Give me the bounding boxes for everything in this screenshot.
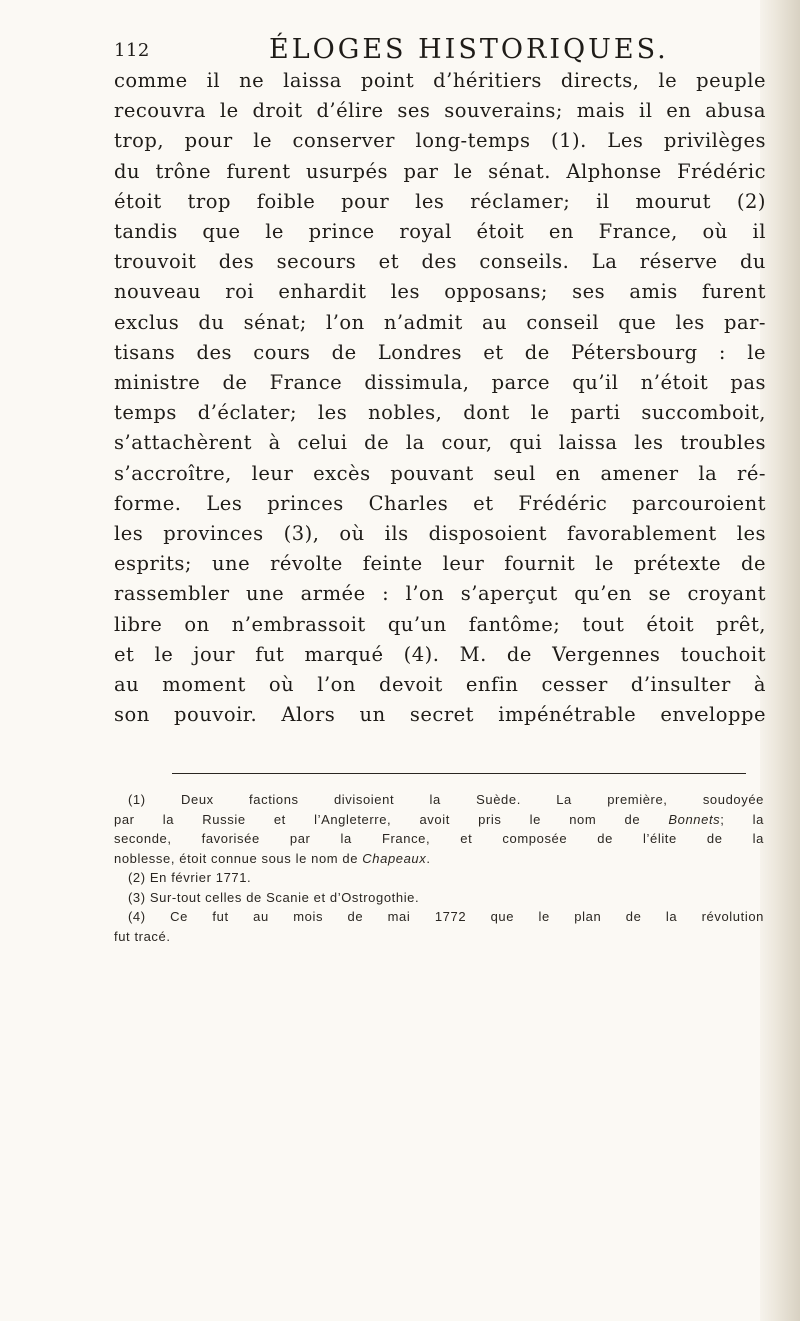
footnote-rule bbox=[172, 773, 746, 774]
footnote-text: par la Russie et l’Angleterre, avoit pris le nom de bbox=[114, 811, 641, 827]
footnote-text: noblesse, étoit connue sous le nom de bbox=[114, 850, 359, 866]
footnote-4-line: (4) Ce fut au mois de mai 1772 que le plan de la révolution bbox=[128, 909, 764, 924]
text-line: trouvoit des secours et des conseils. La réserve du bbox=[114, 250, 766, 274]
text-line: forme. Les princes Charles et Frédéric parcouroient bbox=[114, 491, 766, 515]
running-title: ÉLOGES HISTORIQUES. bbox=[269, 34, 669, 65]
text-line: étoit trop foible pour les réclamer; il mourut (2) bbox=[114, 189, 766, 213]
text-line: ministre de France dissimula, parce qu’il n’étoit pas bbox=[114, 371, 766, 395]
text-line: comme il ne laissa point d’héritiers directs, le peuple bbox=[114, 69, 766, 92]
running-head bbox=[114, 34, 764, 68]
text-line: recouvra le droit d’élire ses souverains; mais il en abusa bbox=[114, 99, 766, 123]
footnote-italic-term: Bonnets bbox=[668, 811, 721, 827]
text-line: du trône furent usurpés par le sénat. Alphonse Frédéric bbox=[114, 159, 766, 183]
footnote-1-line bbox=[114, 810, 764, 830]
text-line: tandis que le prince royal étoit en France, où il bbox=[114, 220, 766, 244]
text-line: nouveau roi enhardit les opposans; ses amis furent bbox=[114, 280, 766, 304]
text-line: son pouvoir. Alors un secret impénétrable enveloppe bbox=[114, 703, 766, 727]
footnote-1-line bbox=[114, 849, 764, 869]
footnotes bbox=[114, 790, 764, 946]
text-line: et le jour fut marqué (4). M. de Vergennes touchoit bbox=[114, 642, 766, 666]
text-line: tisans des cours de Londres et de Pétersbourg : le bbox=[114, 340, 766, 364]
footnote-1-line: seconde, favorisée par la France, et composée de l’élite de la bbox=[114, 831, 764, 846]
text-line: exclus du sénat; l’on n’admit au conseil que les par- bbox=[114, 310, 766, 334]
text-line: trop, pour le conserver long-temps (1). Les privilèges bbox=[114, 129, 766, 153]
text-line: rassembler une armée : l’on s’aperçut qu’en se croyant bbox=[114, 582, 766, 606]
footnote-italic-term: Chapeaux bbox=[362, 850, 427, 866]
footnote-text: . bbox=[426, 850, 431, 866]
footnote-4-line: fut tracé. bbox=[114, 928, 171, 944]
footnote-3: (3) Sur-tout celles de Scanie et d’Ostrogothie. bbox=[128, 889, 420, 905]
footnote-1-line: (1) Deux factions divisoient la Suède. La première, soudoyée bbox=[128, 792, 764, 807]
page-number: 112 bbox=[114, 40, 150, 61]
text-line: s’accroître, leur excès pouvant seul en amener la ré- bbox=[114, 461, 766, 485]
text-line: libre on n’embrassoit qu’un fantôme; tout étoit prêt, bbox=[114, 612, 766, 636]
page-edge-shadow bbox=[760, 0, 800, 1321]
text-line: esprits; une révolte feinte leur fournit le prétexte de bbox=[114, 552, 766, 576]
footnote-text: ; la bbox=[720, 811, 764, 827]
footnote-2: (2) En février 1771. bbox=[128, 870, 252, 885]
body-text bbox=[114, 66, 766, 730]
text-line: temps d’éclater; les nobles, dont le parti succomboit, bbox=[114, 401, 766, 425]
text-line: s’attachèrent à celui de la cour, qui laissa les troubles bbox=[114, 431, 766, 455]
text-line: les provinces (3), où ils disposoient favorablement les bbox=[114, 522, 766, 546]
text-line: au moment où l’on devoit enfin cesser d’insulter à bbox=[114, 673, 766, 697]
